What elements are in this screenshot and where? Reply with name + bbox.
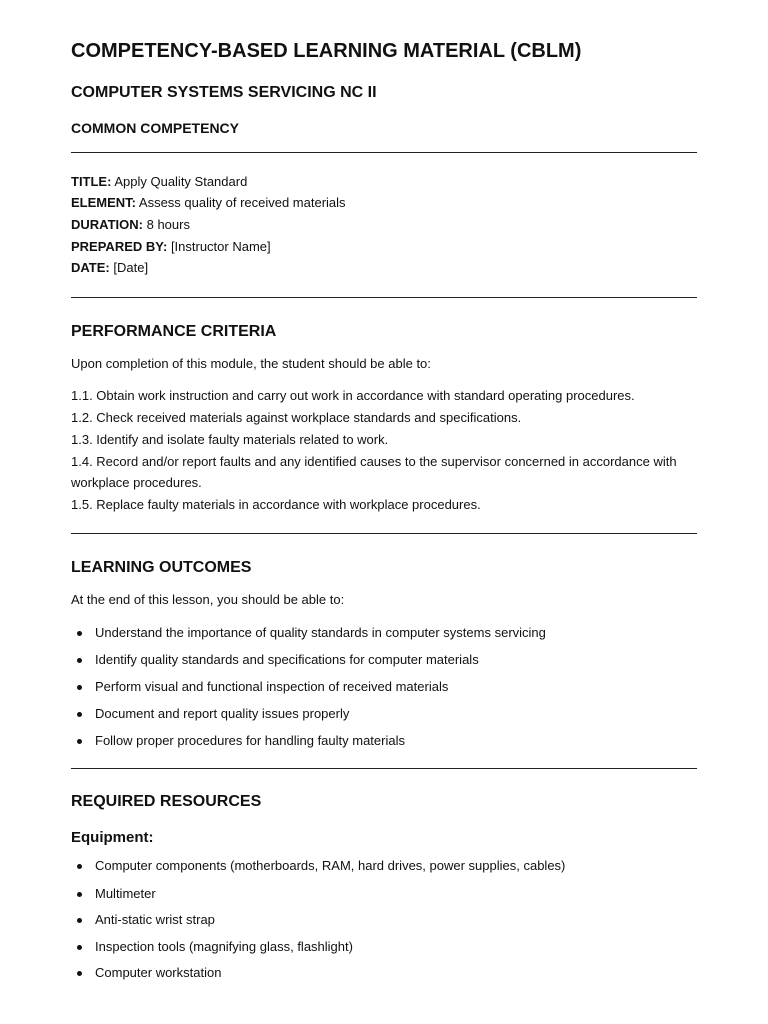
meta-duration-value: 8 hours (146, 217, 190, 232)
bullet-icon (77, 971, 82, 976)
meta-prepared-label: PREPARED BY: (71, 239, 168, 254)
meta-date (71, 260, 148, 276)
section-label: COMMON COMPETENCY (71, 120, 239, 136)
bullet-icon (77, 739, 82, 744)
list-item-text: Understand the importance of quality standards in computer systems servicing (95, 625, 546, 640)
learning-outcomes-heading: LEARNING OUTCOMES (71, 559, 252, 576)
required-resources-heading: REQUIRED RESOURCES (71, 793, 262, 810)
list-item-text: Inspection tools (magnifying glass, flashlight) (95, 939, 353, 954)
list-item-text: Computer workstation (95, 965, 222, 980)
meta-prepared-value: [Instructor Name] (170, 239, 271, 254)
meta-prepared-by (71, 239, 271, 255)
bullet-icon (77, 631, 82, 636)
criteria-item: 1.5. Replace faulty materials in accordance with workplace procedures. (71, 497, 481, 512)
meta-date-value: [Date] (113, 260, 149, 275)
bullet-icon (77, 685, 82, 690)
bullet-icon (77, 864, 82, 869)
divider (71, 768, 697, 769)
divider (71, 152, 697, 153)
meta-title (71, 174, 247, 190)
list-item-text: Anti-static wrist strap (95, 912, 215, 927)
bullet-icon (77, 892, 82, 897)
criteria-item: 1.3. Identify and isolate faulty materials related to work. (71, 432, 389, 447)
meta-duration (71, 217, 190, 233)
list-item-text: Document and report quality issues properly (95, 706, 350, 721)
performance-intro: Upon completion of this module, the student should be able to: (71, 356, 431, 371)
document-title: COMPETENCY-BASED LEARNING MATERIAL (CBLM) (71, 40, 582, 62)
bullet-icon (77, 658, 82, 663)
criteria-item: 1.4. Record and/or report faults and any identified causes to the supervisor concerned in accordance with (71, 454, 677, 469)
meta-title-value: Apply Quality Standard (114, 174, 248, 189)
divider (71, 533, 697, 534)
meta-element-label: ELEMENT: (71, 195, 136, 210)
bullet-icon (77, 945, 82, 950)
meta-date-label: DATE: (71, 260, 110, 275)
meta-element-value: Assess quality of received materials (138, 195, 346, 210)
meta-duration-label: DURATION: (71, 217, 143, 232)
outcomes-intro: At the end of this lesson, you should be able to: (71, 592, 345, 607)
document-subtitle: COMPUTER SYSTEMS SERVICING NC II (71, 84, 377, 101)
list-item-text: Multimeter (95, 886, 156, 901)
performance-criteria-heading: PERFORMANCE CRITERIA (71, 323, 277, 340)
list-item-text: Identify quality standards and specifications for computer materials (95, 652, 479, 667)
list-item-text: Follow proper procedures for handling faulty materials (95, 733, 405, 748)
meta-title-label: TITLE: (71, 174, 112, 189)
meta-element (71, 195, 346, 211)
criteria-item-continued: workplace procedures. (71, 475, 202, 490)
divider (71, 297, 697, 298)
criteria-item: 1.2. Check received materials against workplace standards and specifications. (71, 410, 522, 425)
bullet-icon (77, 712, 82, 717)
bullet-icon (77, 918, 82, 923)
criteria-item: 1.1. Obtain work instruction and carry out work in accordance with standard operating procedures. (71, 388, 635, 403)
list-item-text: Computer components (motherboards, RAM, hard drives, power supplies, cables) (95, 858, 566, 873)
equipment-heading: Equipment: (71, 829, 154, 846)
list-item-text: Perform visual and functional inspection of received materials (95, 679, 449, 694)
